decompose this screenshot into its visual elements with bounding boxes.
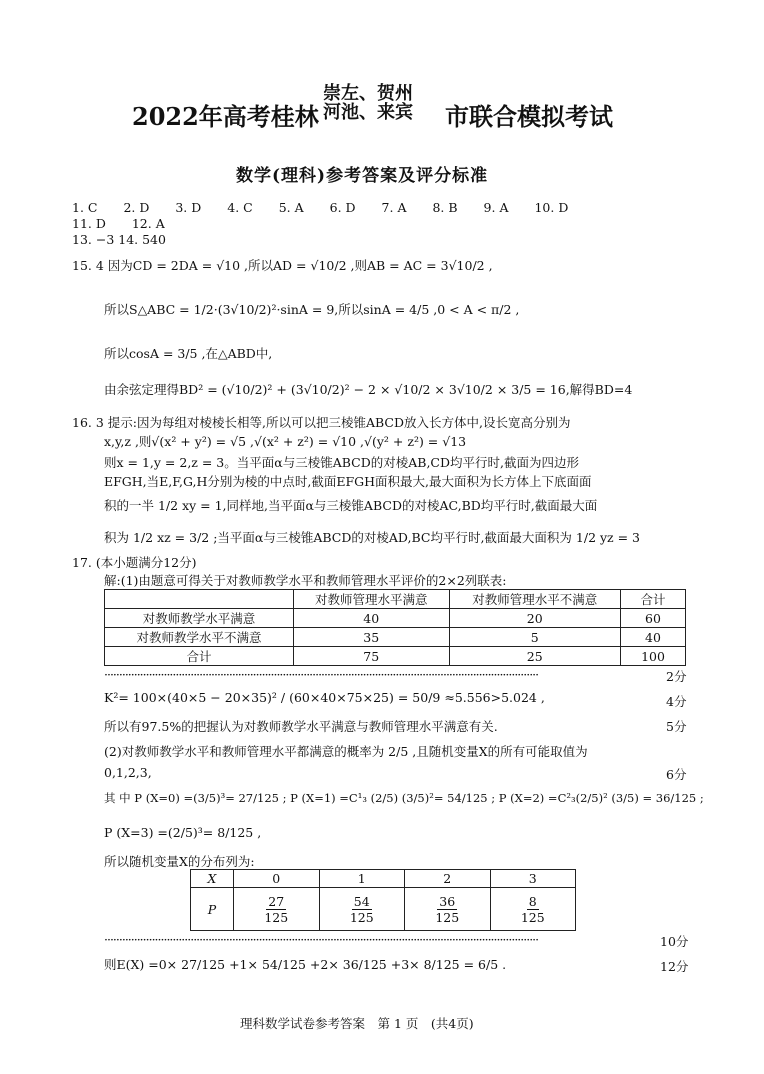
subtitle: 数学(理科)参考答案及评分标准 <box>236 166 489 186</box>
table-cell: 40 <box>621 628 686 647</box>
table-cell <box>234 888 320 931</box>
table-cell: 3 <box>490 870 576 888</box>
q16-line-3: 则x = 1,y = 2,z = 3。当平面α与三棱锥ABCD的对棱AB,CD均平行时,截面为四边形 <box>104 455 579 470</box>
q16-line-2: x,y,z ,则√(x² + y²) = √5 ,√(x² + z²) = √10 ,√(y² + z²) = √13 <box>104 434 467 449</box>
score-mark: 6分 <box>666 767 687 782</box>
q17-intro: 解:(1)由题意可得关于对教师教学水平和教师管理水平评价的2×2列联表: <box>104 573 507 588</box>
probability-calcs: 其 中 P (X=0) =(3/5)³= 27/125 ; P (X=1) =C¹₃ (2/5) (3/5)²= 54/125 ; P (X=2) =C²₃(2/5)² (3/5) = 36/125 ; <box>104 791 704 805</box>
leader-dots: ·················································································································································· <box>104 932 539 947</box>
q17-heading: 17. (本小题满分12分) <box>72 555 197 570</box>
table-cell <box>105 590 294 609</box>
q16-line-4: EFGH,当E,F,G,H分别为棱的中点时,截面EFGH面积最大,最大面积为长方体上下底面面 <box>104 474 592 489</box>
table-cell <box>319 888 405 931</box>
mc-answer: 11. D <box>72 216 106 231</box>
distribution-table <box>190 869 576 931</box>
table-cell: 100 <box>621 647 686 666</box>
table-row <box>191 888 576 931</box>
contingency-table <box>104 589 686 666</box>
q17-conclusion: 所以有97.5%的把握认为对教师教学水平满意与教师管理水平满意有关. <box>104 719 498 734</box>
table-cell: 0 <box>234 870 320 888</box>
q15-line-2: 所以S△ABC = 1/2·(3√10/2)²·sinA = 9,所以sinA = 4/5 ,0 < A < π/2 , <box>104 302 520 317</box>
fraction-numerator: 27 <box>268 893 285 909</box>
mc-answer: 5. A <box>278 200 304 215</box>
title-city-stack <box>323 84 413 122</box>
q16-line-5: 积的一半 1/2 xy = 1,同样地,当平面α与三棱锥ABCD的对棱AC,BD均平行时,截面最大面 <box>104 498 598 513</box>
q15-line-4: 由余弦定理得BD² = (√10/2)² + (3√10/2)² − 2 × √10/2 × 3√10/2 × 3/5 = 16,解得BD=4 <box>104 382 633 397</box>
table-cell: 对教师管理水平不满意 <box>449 590 621 609</box>
fraction-numerator: 36 <box>439 893 456 909</box>
table-cell: X <box>191 870 234 888</box>
table-cell: 75 <box>294 647 450 666</box>
table-cell: 5 <box>449 628 621 647</box>
leader-dots: ·················································································································································· <box>104 667 539 682</box>
score-mark: 2分 <box>666 669 687 684</box>
fraction-denominator: 125 <box>349 909 374 925</box>
q15-line-3: 所以cosA = 3/5 ,在△ABD中, <box>104 346 273 361</box>
distribution-intro: 所以随机变量X的分布列为: <box>104 854 255 869</box>
title-prefix: 2022年高考桂林 <box>132 102 319 131</box>
table-cell: 1 <box>319 870 405 888</box>
mc-answer: 6. D <box>329 200 356 215</box>
table-cell: 20 <box>449 609 621 628</box>
mc-answer: 2. D <box>123 200 150 215</box>
mc-answer: 4. C <box>227 200 253 215</box>
q16-line-6: 积为 1/2 xz = 3/2 ;当平面α与三棱锥ABCD的对棱AD,BC均平行时,截面最大面积为 1/2 yz = 3 <box>104 530 641 545</box>
q16-line-1: 16. 3 提示:因为每组对棱棱长相等,所以可以把三棱锥ABCD放入长方体中,设长宽高分别为 <box>72 415 571 430</box>
table-cell: 35 <box>294 628 450 647</box>
table-cell: 合计 <box>105 647 294 666</box>
title-suffix: 市联合模拟考试 <box>445 102 613 131</box>
page-footer: 理科数学试卷参考答案 第 1 页 (共4页) <box>240 1016 474 1031</box>
q17-part2-line-1: (2)对教师教学水平和教师管理水平都满意的概率为 2/5 ,且随机变量X的所有可能取值为 <box>104 744 588 759</box>
fraction-numerator: 8 <box>528 893 537 909</box>
mc-answer: 8. B <box>432 200 458 215</box>
table-cell: 60 <box>621 609 686 628</box>
table-cell: 合计 <box>621 590 686 609</box>
score-mark: 12分 <box>660 959 689 974</box>
mc-answer: 9. A <box>483 200 509 215</box>
mc-answer: 10. D <box>534 200 569 215</box>
fraction-denominator: 125 <box>264 909 289 925</box>
table-cell <box>490 888 576 931</box>
table-cell: 2 <box>405 870 491 888</box>
q17-part2-line-2: 0,1,2,3, <box>104 765 152 780</box>
table-cell: P <box>191 888 234 931</box>
fill-answers: 13. −3 14. 540 <box>72 232 166 247</box>
table-cell: 对教师教学水平满意 <box>105 609 294 628</box>
table-row <box>105 609 686 628</box>
mc-row-1 <box>72 200 590 215</box>
table-cell: 25 <box>449 647 621 666</box>
table-row <box>105 647 686 666</box>
fraction-denominator: 125 <box>435 909 460 925</box>
table-cell <box>405 888 491 931</box>
expectation: 则E(X) =0× 27/125 +1× 54/125 +2× 36/125 +3× 8/125 = 6/5 . <box>104 957 507 972</box>
fraction-denominator: 125 <box>520 909 545 925</box>
table-row <box>191 870 576 888</box>
title-city-bottom: 河池、来宾 <box>323 102 413 123</box>
fraction-numerator: 54 <box>353 893 370 909</box>
mc-answer: 3. D <box>175 200 202 215</box>
mc-row-2 <box>72 216 187 231</box>
score-mark: 10分 <box>660 934 689 949</box>
score-mark: 4分 <box>666 694 687 709</box>
mc-answer: 12. A <box>131 216 165 231</box>
table-cell: 对教师教学水平不满意 <box>105 628 294 647</box>
table-row <box>105 628 686 647</box>
table-row <box>105 590 686 609</box>
q15-line-1: 15. 4 因为CD = 2DA = √10 ,所以AD = √10/2 ,则AB = AC = 3√10/2 , <box>72 258 493 273</box>
k-squared-formula: K²= 100×(40×5 − 20×35)² / (60×40×75×25) = 50/9 ≈5.556>5.024 , <box>104 690 545 705</box>
probability-x3: P (X=3) =(2/5)³= 8/125 , <box>104 825 262 840</box>
mc-answer: 1. C <box>72 200 98 215</box>
table-cell: 40 <box>294 609 450 628</box>
title-city-top: 崇左、贺州 <box>323 83 413 104</box>
table-cell: 对教师管理水平满意 <box>294 590 450 609</box>
mc-answer: 7. A <box>381 200 407 215</box>
score-mark: 5分 <box>666 719 687 734</box>
